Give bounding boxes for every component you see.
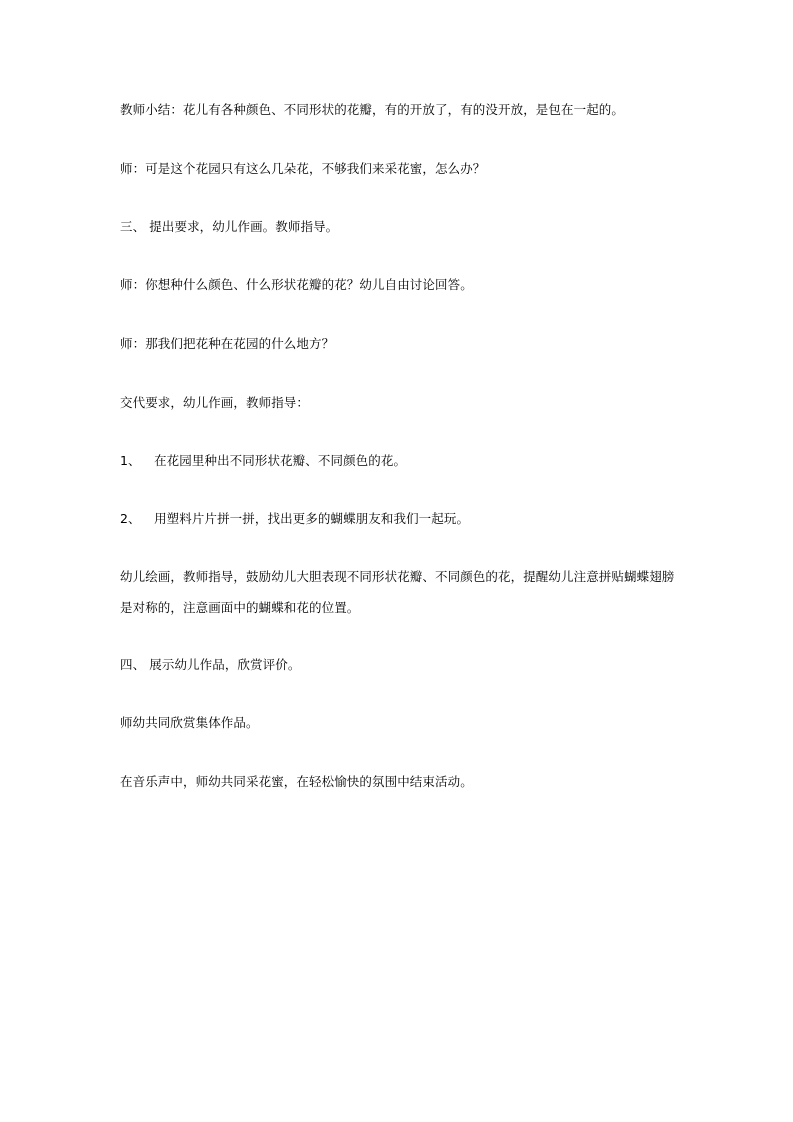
list-item-text: 用塑料片片拼一拼，找出更多的蝴蝶朋友和我们一起玩。 bbox=[154, 511, 470, 526]
paragraph-where-to-plant: 师：那我们把花种在花园的什么地方？ bbox=[120, 336, 335, 351]
paragraph-teacher-question: 师：可是这个花园只有这么几朵花，不够我们来采花蜜，怎么办？ bbox=[120, 161, 486, 176]
list-number: 2、 bbox=[120, 511, 141, 526]
list-number: 1、 bbox=[120, 453, 141, 468]
paragraph-appreciation: 师幼共同欣赏集体作品。 bbox=[120, 715, 259, 730]
paragraph-instructions-intro: 交代要求，幼儿作画，教师指导： bbox=[120, 395, 310, 410]
paragraph-drawing-guidance: 幼儿绘画，教师指导，鼓励幼儿大胆表现不同形状花瓣、不同颜色的花，提醒幼儿注意拼贴蝴蝶翅膀是对称的，注意画面中的蝴蝶和花的位置。 bbox=[120, 569, 675, 615]
list-item-1 bbox=[120, 451, 690, 471]
section-heading-three: 三、 提出要求，幼儿作画。教师指导。 bbox=[120, 219, 339, 234]
paragraph-teacher-summary: 教师小结：花儿有各种颜色、不同形状的花瓣，有的开放了，有的没开放，是包在一起的。 bbox=[120, 102, 625, 117]
section-heading-four: 四、 展示幼儿作品，欣赏评价。 bbox=[120, 657, 301, 672]
paragraph-color-shape-question: 师：你想种什么颜色、什么形状花瓣的花？幼儿自由讨论回答。 bbox=[120, 277, 473, 292]
paragraph-closing-activity: 在音乐声中，师幼共同采花蜜，在轻松愉快的氛围中结束活动。 bbox=[120, 774, 473, 789]
list-item-2 bbox=[120, 509, 690, 529]
list-item-text: 在花园里种出不同形状花瓣、不同颜色的花。 bbox=[154, 453, 407, 468]
